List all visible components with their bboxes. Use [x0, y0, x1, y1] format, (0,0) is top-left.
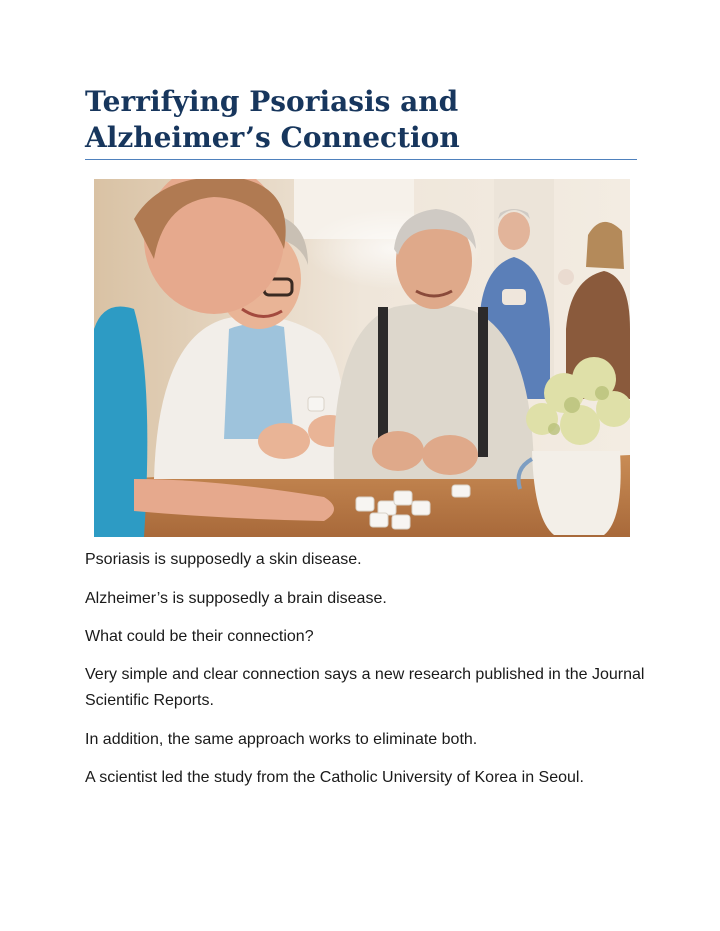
photo-elderly-couple-puzzle [94, 179, 630, 537]
paragraph-3: What could be their connection? [85, 628, 314, 645]
paragraph-1: Psoriasis is supposedly a skin disease. [85, 551, 362, 568]
title-divider [85, 159, 637, 160]
paragraph-5: In addition, the same approach works to eliminate both. [85, 731, 478, 748]
page-title: Terrifying Psoriasis and Alzheimer’s Connection [85, 85, 460, 154]
paragraph-2: Alzheimer’s is supposedly a brain disease. [85, 590, 387, 607]
article-photo [94, 179, 630, 537]
paragraph-6: A scientist led the study from the Catholic University of Korea in Seoul. [85, 769, 584, 786]
paragraph-4: Very simple and clear connection says a new research published in the Journal Scientific Reports. [85, 666, 645, 709]
